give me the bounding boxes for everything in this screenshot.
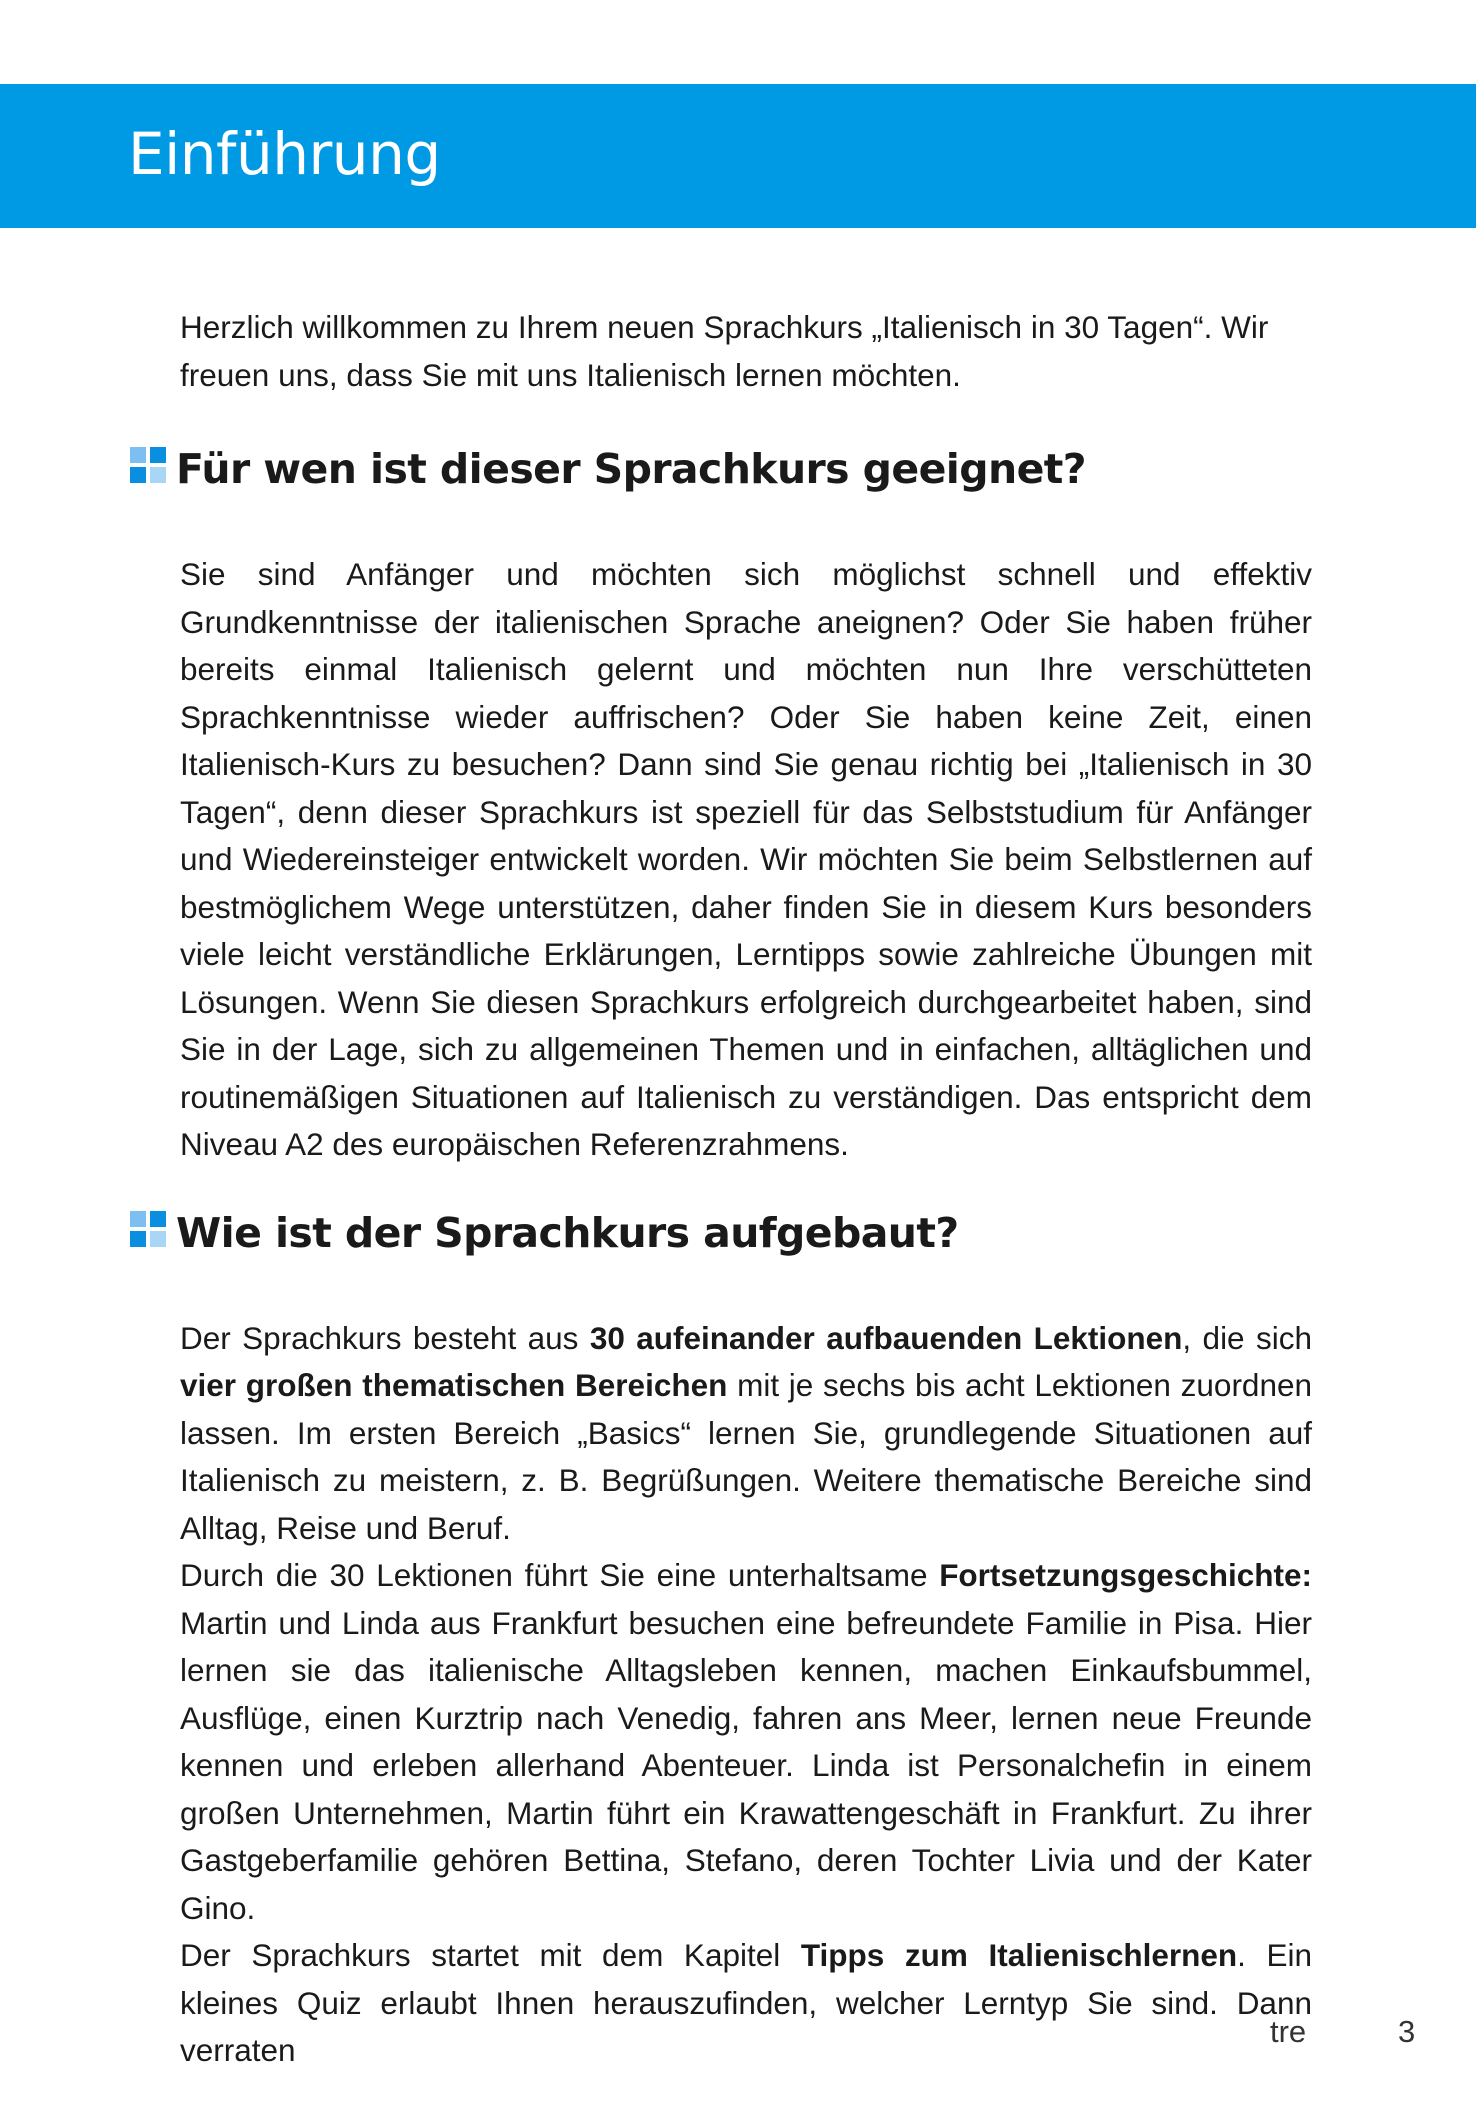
section-squares-icon xyxy=(130,447,166,483)
text-run: Martin und Linda aus Frankfurt besuchen eine befreundete Familie in Pisa. Hier lernen sie das italienische Alltagsleben kennen, machen Einkaufsbummel, Ausflüge, einen Kurztrip nach Venedig, fahren ans Meer, lernen neue Freunde kennen und erleben allerhand Abenteuer. Linda ist Personalchefin in einem großen Unternehmen, Martin führt ein Krawattengeschäft in Frankfurt. Zu ihrer Gastgeberfamilie gehören Bettina, Stefano, deren Tochter Livia und der Kater Gino. xyxy=(180,1604,1312,1926)
intro-paragraph: Herzlich willkommen zu Ihrem neuen Sprachkurs „Italienisch in 30 Tagen“. Wir freuen uns, dass Sie mit uns Italienisch lernen möchten. xyxy=(180,309,1269,393)
text-run: . Ein kleines Quiz erlaubt Ihnen herauszufinden, welcher Lerntyp Sie sind. Dann verraten xyxy=(180,1937,1313,2068)
main-content xyxy=(176,304,1313,2075)
text-run: , die sich xyxy=(1182,1319,1313,1356)
emphasis-lessons: 30 aufeinander aufbauenden Lektionen xyxy=(589,1319,1183,1356)
emphasis-areas: vier großen thematischen Bereichen xyxy=(180,1367,728,1403)
text-run: Der Sprachkurs startet mit dem Kapitel xyxy=(180,1937,801,1973)
emphasis-story: Fortsetzungsgeschichte: xyxy=(939,1557,1312,1593)
structure-paragraph-lessons xyxy=(180,1315,1312,1553)
text-run: Durch die 30 Lektionen führt Sie eine unterhaltsame xyxy=(180,1557,940,1593)
section-heading-structure xyxy=(176,1205,1312,1261)
section-body-target-group: Sie sind Anfänger und möchten sich möglichst schnell und effektiv Grundkenntnisse der italienischen Sprache aneignen? Oder Sie haben früher bereits einmal Italienisch gelernt und möchten nun Ihre verschütteten Sprachkenntnisse wieder auffrischen? Oder Sie haben keine Zeit, einen Italienisch-Kurs zu besuchen? Dann sind Sie genau richtig bei „Italienisch in 30 Tagen“, denn dieser Sprachkurs ist speziell für das Selbststudium für Anfänger und Wiedereinsteiger entwickelt worden. Wir möchten Sie beim Selbstlernen auf bestmöglichem Wege unterstützen, daher finden Sie in diesem Kurs besonders viele leicht verständliche Erklärungen, Lerntipps sowie zahlreiche Übungen mit Lösungen. Wenn Sie diesen Sprachkurs erfolgreich durchgearbeitet haben, sind Sie in der Lage, sich zu allgemeinen Themen und in einfachen, alltäglichen und routinemäßigen Situationen auf Italienisch zu verständigen. Das entspricht dem Niveau A2 des europäischen Referenzrahmens. xyxy=(180,556,1312,1162)
structure-paragraph-story xyxy=(180,1552,1312,1932)
page-number: 3 xyxy=(1398,2014,1416,2049)
chapter-banner xyxy=(0,84,1476,228)
section-title-structure: Wie ist der Sprachkurs aufgebaut? xyxy=(176,1208,959,1257)
footer-number-word: tre xyxy=(1270,2014,1307,2049)
text-run: mit je sechs bis acht Lektionen zuordnen lassen. Im ersten Bereich „Basics“ lernen Sie, grundlegende Situationen auf Italienisch zu meistern, z. B. Begrüßungen. Weitere thematische Bereiche sind Alltag, Reise und Beruf. xyxy=(180,1367,1313,1546)
section-squares-icon xyxy=(130,1211,166,1247)
text-run: Der Sprachkurs besteht aus xyxy=(180,1319,590,1356)
section-title-target-group: Für wen ist dieser Sprachkurs geeignet? xyxy=(176,445,1086,493)
emphasis-tips: Tipps zum Italienischlernen xyxy=(800,1937,1238,1973)
section-heading-target-group xyxy=(176,441,1312,497)
chapter-title: Einführung xyxy=(128,120,441,188)
structure-paragraph-tips xyxy=(180,1932,1312,2075)
